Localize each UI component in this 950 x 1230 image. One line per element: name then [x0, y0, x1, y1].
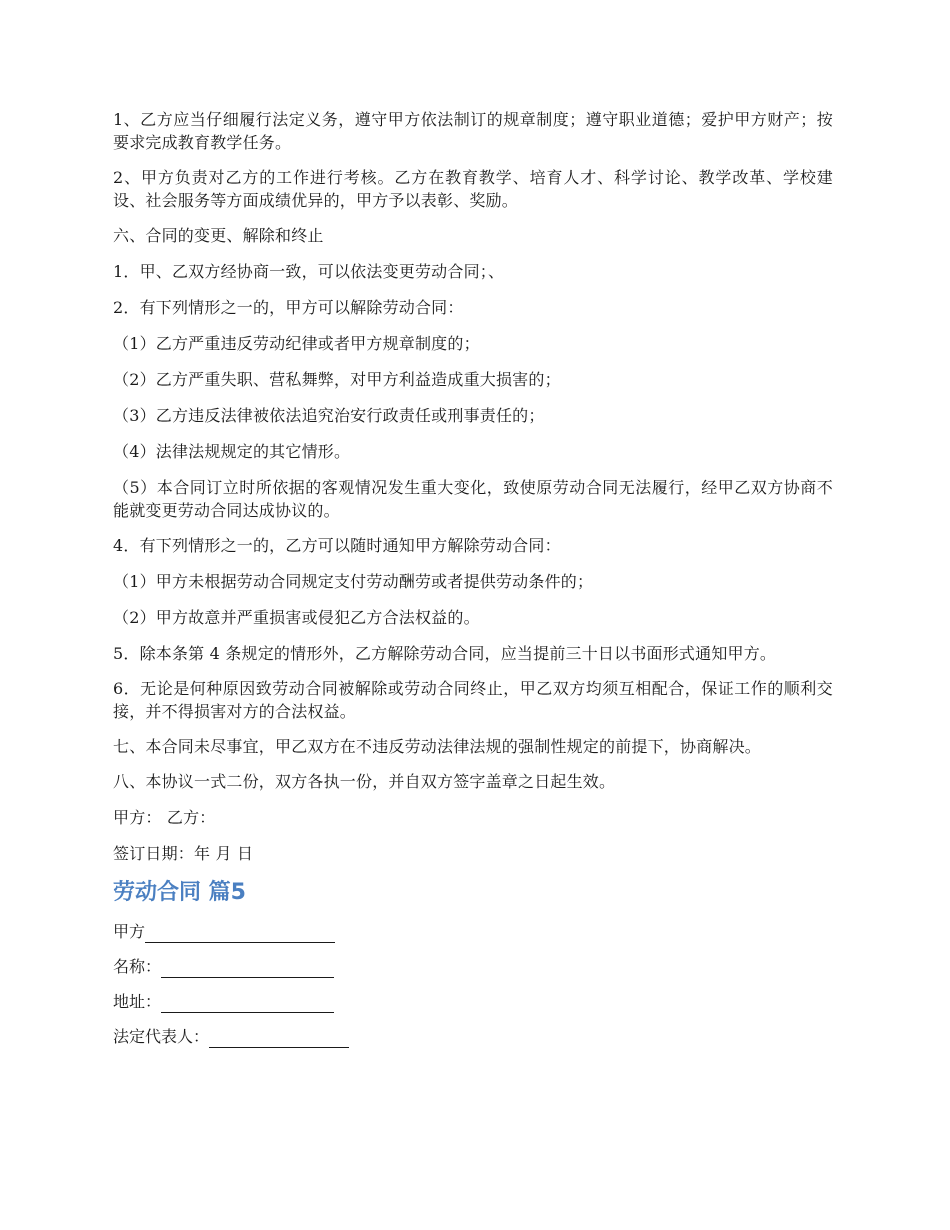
list-item: （4）法律法规规定的其它情形。 [113, 442, 351, 461]
document-page [113, 108, 833, 1060]
field-label: 地址： [113, 992, 162, 1011]
list-item: （5）本合同订立时所依据的客观情况发生重大变化，致使原劳动合同无法履行，经甲乙双方协商不能就变更劳动合同达成协议的。 [113, 478, 833, 520]
paragraph: 2、甲方负责对乙方的工作进行考核。乙方在教育教学、培育人才、科学讨论、教学改革、学校建设、社会服务等方面成绩优异的，甲方予以表彰、奖励。 [113, 168, 833, 210]
blank-line [161, 960, 334, 978]
list-item: （1）乙方严重违反劳动纪律或者甲方规章制度的； [113, 334, 480, 353]
list-item: （2）乙方严重失职、营私舞弊，对甲方利益造成重大损害的； [113, 370, 561, 389]
party-a-field [113, 920, 833, 943]
field-label: 甲方 [113, 922, 146, 941]
legal-representative-field [113, 1025, 833, 1048]
paragraph: 6．无论是何种原因致劳动合同被解除或劳动合同终止，甲乙双方均须互相配合，保证工作的顺利交接，并不得损害对方的合法权益。 [113, 679, 833, 721]
signing-date: 签订日期：年 月 日 [113, 844, 254, 863]
paragraph: 5．除本条第 4 条规定的情形外，乙方解除劳动合同，应当提前三十日以书面形式通知甲方。 [113, 644, 777, 663]
paragraph: 1．甲、乙双方经协商一致，可以依法变更劳动合同；、 [113, 262, 505, 281]
name-field [113, 955, 833, 978]
paragraph: 2．有下列情形之一的，甲方可以解除劳动合同： [113, 298, 464, 317]
signature-line: 甲方： 乙方： [113, 808, 216, 827]
paragraph: 1、乙方应当仔细履行法定义务，遵守甲方依法制订的规章制度；遵守职业道德；爱护甲方财产；按要求完成教育教学任务。 [113, 110, 833, 152]
list-item: （3）乙方违反法律被依法追究治安行政责任或刑事责任的； [113, 406, 545, 425]
paragraph: 4．有下列情形之一的，乙方可以随时通知甲方解除劳动合同： [113, 536, 561, 555]
blank-line [161, 995, 334, 1013]
field-label: 法定代表人： [113, 1027, 210, 1046]
list-item: （2）甲方故意并严重损害或侵犯乙方合法权益的。 [113, 608, 480, 627]
paragraph: 七、本合同未尽事宜，甲乙双方在不违反劳动法律法规的强制性规定的前提下，协商解决。 [113, 737, 762, 756]
section-title: 六、合同的变更、解除和终止 [113, 226, 324, 245]
blank-line [145, 925, 335, 943]
paragraph: 八、本协议一式二份，双方各执一份，并自双方签字盖章之日起生效。 [113, 772, 616, 791]
section-heading: 劳动合同 篇5 [113, 880, 246, 905]
field-label: 名称： [113, 957, 162, 976]
address-field [113, 990, 833, 1013]
list-item: （1）甲方未根据劳动合同规定支付劳动酬劳或者提供劳动条件的； [113, 572, 594, 591]
blank-line [209, 1030, 349, 1048]
